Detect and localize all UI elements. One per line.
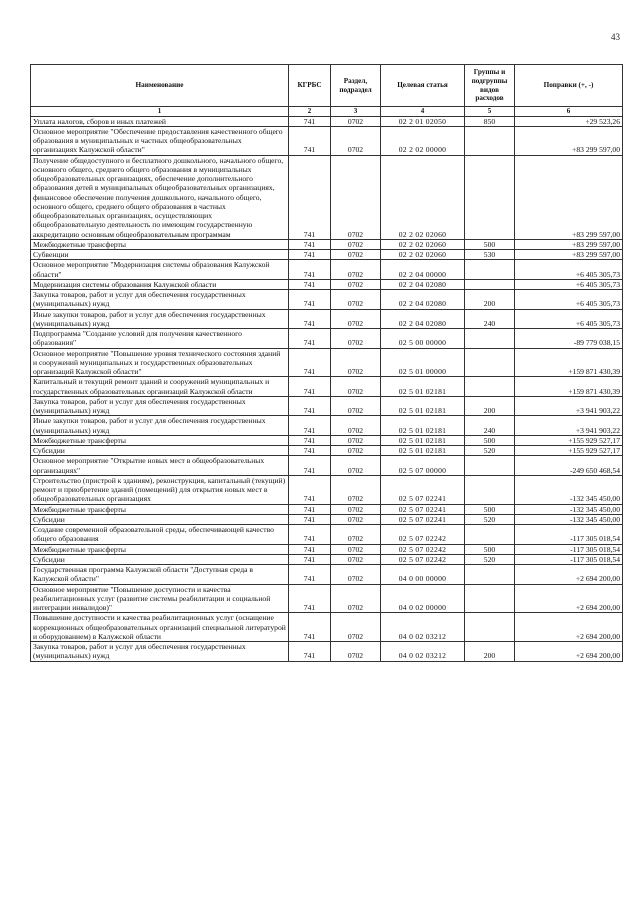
row-target: 04 0 02 03212 <box>381 642 465 662</box>
row-amount: +3 941 903,22 <box>515 416 623 436</box>
row-vr: 520 <box>465 446 515 456</box>
table-row <box>31 504 623 514</box>
header-kgrbs: КГРБС <box>289 65 331 107</box>
row-amount: +6 405 305,73 <box>515 279 623 289</box>
row-target: 04 0 00 00000 <box>381 565 465 585</box>
row-vr <box>465 456 515 476</box>
row-section: 0702 <box>331 348 381 377</box>
row-kgrbs: 741 <box>289 309 331 329</box>
row-kgrbs: 741 <box>289 396 331 416</box>
row-vr <box>465 348 515 377</box>
row-section: 0702 <box>331 565 381 585</box>
row-vr <box>465 260 515 280</box>
row-section: 0702 <box>331 613 381 642</box>
row-target: 02 2 02 02060 <box>381 155 465 239</box>
row-kgrbs: 741 <box>289 290 331 310</box>
row-section: 0702 <box>331 456 381 476</box>
row-section: 0702 <box>331 126 381 155</box>
row-amount: +6 405 305,73 <box>515 309 623 329</box>
row-vr <box>465 613 515 642</box>
col-index: 1 <box>31 107 289 117</box>
table-row <box>31 279 623 289</box>
row-name: Подпрограмма "Создание условий для получения качественного образования" <box>31 329 289 349</box>
table-body <box>31 116 623 661</box>
table-row <box>31 456 623 476</box>
row-vr: 240 <box>465 309 515 329</box>
row-vr <box>465 126 515 155</box>
row-name: Получение общедоступного и бесплатного дошкольного, начального общего, основного общего, среднего общего образования в муниципальных общеобразовательных организациях, обеспечение дополнительного образования детей в муниципальных общеобразовательных организациях, финансовое обеспечение получения дошкольного, начального общего, основного общего, среднего общего образования в частных общеобразовательных организациях, осуществляющих общеобразовательную деятельность по имеющим государственную аккредитацию основным общеобразовательным программам <box>31 155 289 239</box>
row-vr <box>465 155 515 239</box>
row-kgrbs: 741 <box>289 544 331 554</box>
row-amount: -132 345 450,00 <box>515 504 623 514</box>
row-name: Закупка товаров, работ и услуг для обеспечения государственных (муниципальных) нужд <box>31 642 289 662</box>
row-section: 0702 <box>331 446 381 456</box>
row-section: 0702 <box>331 584 381 613</box>
row-target: 02 2 04 02080 <box>381 290 465 310</box>
row-section: 0702 <box>331 525 381 545</box>
row-vr <box>465 475 515 504</box>
row-name: Межбюджетные трансферты <box>31 544 289 554</box>
row-section: 0702 <box>331 514 381 524</box>
table-row <box>31 446 623 456</box>
row-vr <box>465 279 515 289</box>
row-amount: +6 405 305,73 <box>515 260 623 280</box>
table-row <box>31 416 623 436</box>
row-section: 0702 <box>331 260 381 280</box>
row-section: 0702 <box>331 290 381 310</box>
row-kgrbs: 741 <box>289 514 331 524</box>
row-section: 0702 <box>331 329 381 349</box>
row-kgrbs: 741 <box>289 446 331 456</box>
row-vr <box>465 329 515 349</box>
row-amount: -117 305 018,54 <box>515 525 623 545</box>
row-vr: 200 <box>465 396 515 416</box>
col-index: 4 <box>381 107 465 117</box>
row-target: 02 2 04 02080 <box>381 309 465 329</box>
col-index: 6 <box>515 107 623 117</box>
row-target: 02 5 01 02181 <box>381 396 465 416</box>
row-amount: +155 929 527,17 <box>515 446 623 456</box>
row-kgrbs: 741 <box>289 435 331 445</box>
row-target: 02 2 01 02050 <box>381 116 465 126</box>
row-amount: +83 299 597,00 <box>515 155 623 239</box>
row-amount: -117 305 018,54 <box>515 544 623 554</box>
row-amount: +83 299 597,00 <box>515 126 623 155</box>
table-row <box>31 525 623 545</box>
header-vr: Группы и подгруппы видов расходов <box>465 65 515 107</box>
header-target: Целевая статья <box>381 65 465 107</box>
row-name: Капитальный и текущий ремонт зданий и сооружений муниципальных и государственных образовательных организаций Калужской области <box>31 377 289 397</box>
row-target: 02 5 01 02181 <box>381 435 465 445</box>
row-vr <box>465 525 515 545</box>
row-vr <box>465 565 515 585</box>
header-amount: Поправки (+, -) <box>515 65 623 107</box>
table-row <box>31 250 623 260</box>
row-kgrbs: 741 <box>289 250 331 260</box>
table-row <box>31 642 623 662</box>
row-vr: 520 <box>465 514 515 524</box>
row-vr <box>465 377 515 397</box>
row-kgrbs: 741 <box>289 126 331 155</box>
row-vr: 520 <box>465 554 515 564</box>
row-kgrbs: 741 <box>289 155 331 239</box>
table-row <box>31 329 623 349</box>
row-amount: +159 871 430,39 <box>515 348 623 377</box>
table-row <box>31 584 623 613</box>
row-amount: +2 694 200,00 <box>515 565 623 585</box>
row-target: 04 0 02 00000 <box>381 584 465 613</box>
table-row <box>31 260 623 280</box>
row-target: 04 0 02 03212 <box>381 613 465 642</box>
row-name: Строительство (пристрой к зданиям), реконструкция, капитальный (текущий) ремонт и приобретение зданий (помещений) для открытия новых мест в общеобразовательных организациях <box>31 475 289 504</box>
row-name: Основное мероприятие "Обеспечение предоставления качественного общего образования в муниципальных и частных общеобразовательных организациях Калужской области" <box>31 126 289 155</box>
row-vr: 200 <box>465 642 515 662</box>
row-vr: 500 <box>465 544 515 554</box>
table-row <box>31 116 623 126</box>
row-target: 02 2 04 02080 <box>381 279 465 289</box>
table-row <box>31 514 623 524</box>
row-amount: +83 299 597,00 <box>515 250 623 260</box>
col-index: 2 <box>289 107 331 117</box>
row-vr <box>465 584 515 613</box>
row-name: Закупка товаров, работ и услуг для обеспечения государственных (муниципальных) нужд <box>31 290 289 310</box>
row-kgrbs: 741 <box>289 504 331 514</box>
row-kgrbs: 741 <box>289 613 331 642</box>
row-kgrbs: 741 <box>289 554 331 564</box>
row-name: Межбюджетные трансферты <box>31 435 289 445</box>
table-row <box>31 155 623 239</box>
row-section: 0702 <box>331 250 381 260</box>
table-row <box>31 348 623 377</box>
row-amount: +83 299 597,00 <box>515 239 623 249</box>
row-name: Межбюджетные трансферты <box>31 239 289 249</box>
row-name: Субсидии <box>31 554 289 564</box>
column-index-row <box>31 107 623 117</box>
row-amount: -132 345 450,00 <box>515 514 623 524</box>
row-amount: +3 941 903,22 <box>515 396 623 416</box>
row-kgrbs: 741 <box>289 642 331 662</box>
row-kgrbs: 741 <box>289 329 331 349</box>
table-row <box>31 613 623 642</box>
row-section: 0702 <box>331 416 381 436</box>
row-target: 02 5 01 02181 <box>381 416 465 436</box>
row-target: 02 5 07 02241 <box>381 504 465 514</box>
row-section: 0702 <box>331 544 381 554</box>
row-kgrbs: 741 <box>289 475 331 504</box>
row-vr: 500 <box>465 504 515 514</box>
row-vr: 200 <box>465 290 515 310</box>
row-amount: +2 694 200,00 <box>515 613 623 642</box>
row-name: Модернизация системы образования Калужской области <box>31 279 289 289</box>
row-section: 0702 <box>331 116 381 126</box>
row-amount: +155 929 527,17 <box>515 435 623 445</box>
row-vr: 240 <box>465 416 515 436</box>
row-target: 02 5 01 02181 <box>381 446 465 456</box>
row-section: 0702 <box>331 309 381 329</box>
row-target: 02 5 00 00000 <box>381 329 465 349</box>
header-name: Наименование <box>31 65 289 107</box>
row-vr: 500 <box>465 239 515 249</box>
row-section: 0702 <box>331 279 381 289</box>
row-kgrbs: 741 <box>289 377 331 397</box>
row-amount: -117 305 018,54 <box>515 554 623 564</box>
col-index: 3 <box>331 107 381 117</box>
row-name: Основное мероприятие "Повышение уровня технического состояния зданий и сооружений муниципальных и государственных образовательных организаций Калужской области" <box>31 348 289 377</box>
table-row <box>31 377 623 397</box>
table-row <box>31 565 623 585</box>
row-amount: +29 523,26 <box>515 116 623 126</box>
row-name: Субсидии <box>31 446 289 456</box>
table-row <box>31 396 623 416</box>
table-row <box>31 435 623 445</box>
row-target: 02 5 07 00000 <box>381 456 465 476</box>
row-name: Основное мероприятие "Повышение доступности и качества реабилитационных услуг (развитие системы реабилитации и социальной интеграции инвалидов)" <box>31 584 289 613</box>
row-name: Основное мероприятие "Открытие новых мест в общеобразовательных организациях" <box>31 456 289 476</box>
table-row <box>31 290 623 310</box>
row-target: 02 5 07 02242 <box>381 554 465 564</box>
row-target: 02 2 02 00000 <box>381 126 465 155</box>
row-amount: +159 871 430,39 <box>515 377 623 397</box>
row-amount: -89 779 038,15 <box>515 329 623 349</box>
row-kgrbs: 741 <box>289 565 331 585</box>
row-name: Повышение доступности и качества реабилитационных услуг (оснащение коррекционных общеобразовательных организаций специальной литературой и оборудованием) в Калужской области <box>31 613 289 642</box>
row-target: 02 5 07 02241 <box>381 475 465 504</box>
table-row <box>31 126 623 155</box>
row-section: 0702 <box>331 435 381 445</box>
row-name: Иные закупки товаров, работ и услуг для обеспечения государственных (муниципальных) нужд <box>31 309 289 329</box>
row-amount: -132 345 450,00 <box>515 475 623 504</box>
row-amount: +6 405 305,73 <box>515 290 623 310</box>
row-target: 02 5 01 00000 <box>381 348 465 377</box>
row-kgrbs: 741 <box>289 348 331 377</box>
row-kgrbs: 741 <box>289 584 331 613</box>
row-kgrbs: 741 <box>289 239 331 249</box>
row-target: 02 5 07 02242 <box>381 544 465 554</box>
row-kgrbs: 741 <box>289 260 331 280</box>
row-name: Межбюджетные трансферты <box>31 504 289 514</box>
page-number: 43 <box>611 32 620 42</box>
row-target: 02 5 01 02181 <box>381 377 465 397</box>
row-kgrbs: 741 <box>289 116 331 126</box>
row-name: Создание современной образовательной среды, обеспечивающей качество общего образования <box>31 525 289 545</box>
row-section: 0702 <box>331 642 381 662</box>
header-section: Раздел, подраздел <box>331 65 381 107</box>
row-section: 0702 <box>331 239 381 249</box>
row-target: 02 2 02 02060 <box>381 239 465 249</box>
row-section: 0702 <box>331 504 381 514</box>
table-header-row <box>31 65 623 107</box>
row-vr: 530 <box>465 250 515 260</box>
row-section: 0702 <box>331 554 381 564</box>
row-amount: +2 694 200,00 <box>515 642 623 662</box>
row-section: 0702 <box>331 475 381 504</box>
row-vr: 500 <box>465 435 515 445</box>
table-row <box>31 475 623 504</box>
row-name: Основное мероприятие "Модернизация системы образования Калужской области" <box>31 260 289 280</box>
row-kgrbs: 741 <box>289 456 331 476</box>
row-name: Государственная программа Калужской области "Доступная среда в Калужской области" <box>31 565 289 585</box>
table-row <box>31 239 623 249</box>
row-kgrbs: 741 <box>289 416 331 436</box>
row-vr: 850 <box>465 116 515 126</box>
table-row <box>31 309 623 329</box>
col-index: 5 <box>465 107 515 117</box>
row-section: 0702 <box>331 396 381 416</box>
row-target: 02 2 02 02060 <box>381 250 465 260</box>
row-name: Субвенции <box>31 250 289 260</box>
row-section: 0702 <box>331 377 381 397</box>
row-target: 02 2 04 00000 <box>381 260 465 280</box>
table-row <box>31 554 623 564</box>
row-target: 02 5 07 02241 <box>381 514 465 524</box>
row-section: 0702 <box>331 155 381 239</box>
row-name: Субсидии <box>31 514 289 524</box>
budget-table <box>30 64 623 662</box>
row-amount: -249 650 468,54 <box>515 456 623 476</box>
row-name: Иные закупки товаров, работ и услуг для обеспечения государственных (муниципальных) нужд <box>31 416 289 436</box>
row-kgrbs: 741 <box>289 525 331 545</box>
row-amount: +2 694 200,00 <box>515 584 623 613</box>
row-target: 02 5 07 02242 <box>381 525 465 545</box>
row-name: Закупка товаров, работ и услуг для обеспечения государственных (муниципальных) нужд <box>31 396 289 416</box>
row-kgrbs: 741 <box>289 279 331 289</box>
row-name: Уплата налогов, сборов и иных платежей <box>31 116 289 126</box>
table-row <box>31 544 623 554</box>
